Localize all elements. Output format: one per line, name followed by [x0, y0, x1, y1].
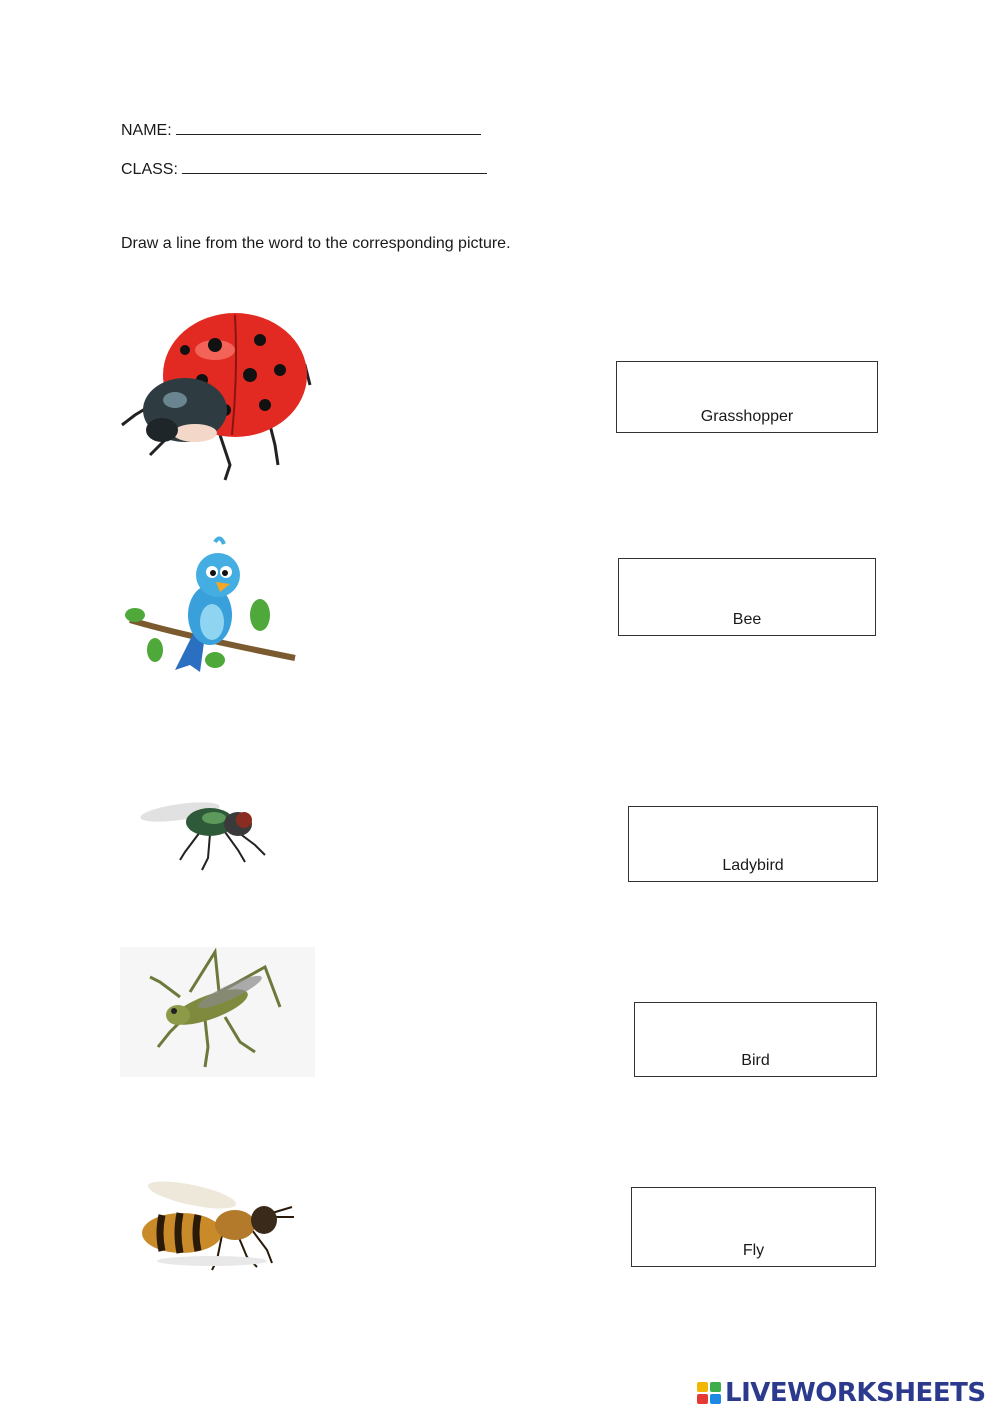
class-field[interactable]: [121, 160, 487, 179]
grasshopper-picture[interactable]: [120, 947, 315, 1077]
name-field[interactable]: [121, 121, 481, 140]
word-label: Grasshopper: [700, 408, 794, 425]
brand-text: LIVEWORKSHEETS: [725, 1378, 986, 1408]
name-input-line[interactable]: [176, 121, 481, 135]
ladybird-picture[interactable]: [120, 305, 315, 485]
fly-picture[interactable]: [140, 790, 270, 875]
instructions-text: Draw a line from the word to the corresponding picture.: [121, 235, 511, 252]
class-input-line[interactable]: [182, 160, 487, 174]
word-box-ladybird[interactable]: [628, 806, 878, 882]
liveworksheets-logo: [697, 1378, 997, 1408]
grasshopper-icon: [120, 947, 315, 1077]
bee-picture[interactable]: [122, 1175, 302, 1275]
word-box-grasshopper[interactable]: [616, 361, 878, 433]
word-label: Ladybird: [722, 857, 784, 874]
fly-icon: [140, 790, 270, 875]
word-label: Fly: [742, 1242, 765, 1259]
word-box-bee[interactable]: [618, 558, 876, 636]
word-box-bird[interactable]: [634, 1002, 877, 1077]
ladybird-icon: [120, 305, 315, 485]
word-label: Bird: [741, 1052, 770, 1069]
class-label: CLASS:: [121, 161, 178, 178]
bird-icon: [120, 530, 300, 680]
word-label: Bee: [732, 611, 762, 628]
word-box-fly[interactable]: [631, 1187, 876, 1267]
bird-picture[interactable]: [120, 530, 300, 680]
bee-icon: [122, 1175, 302, 1275]
name-label: NAME:: [121, 122, 172, 139]
logo-tiles-icon: [697, 1382, 723, 1406]
